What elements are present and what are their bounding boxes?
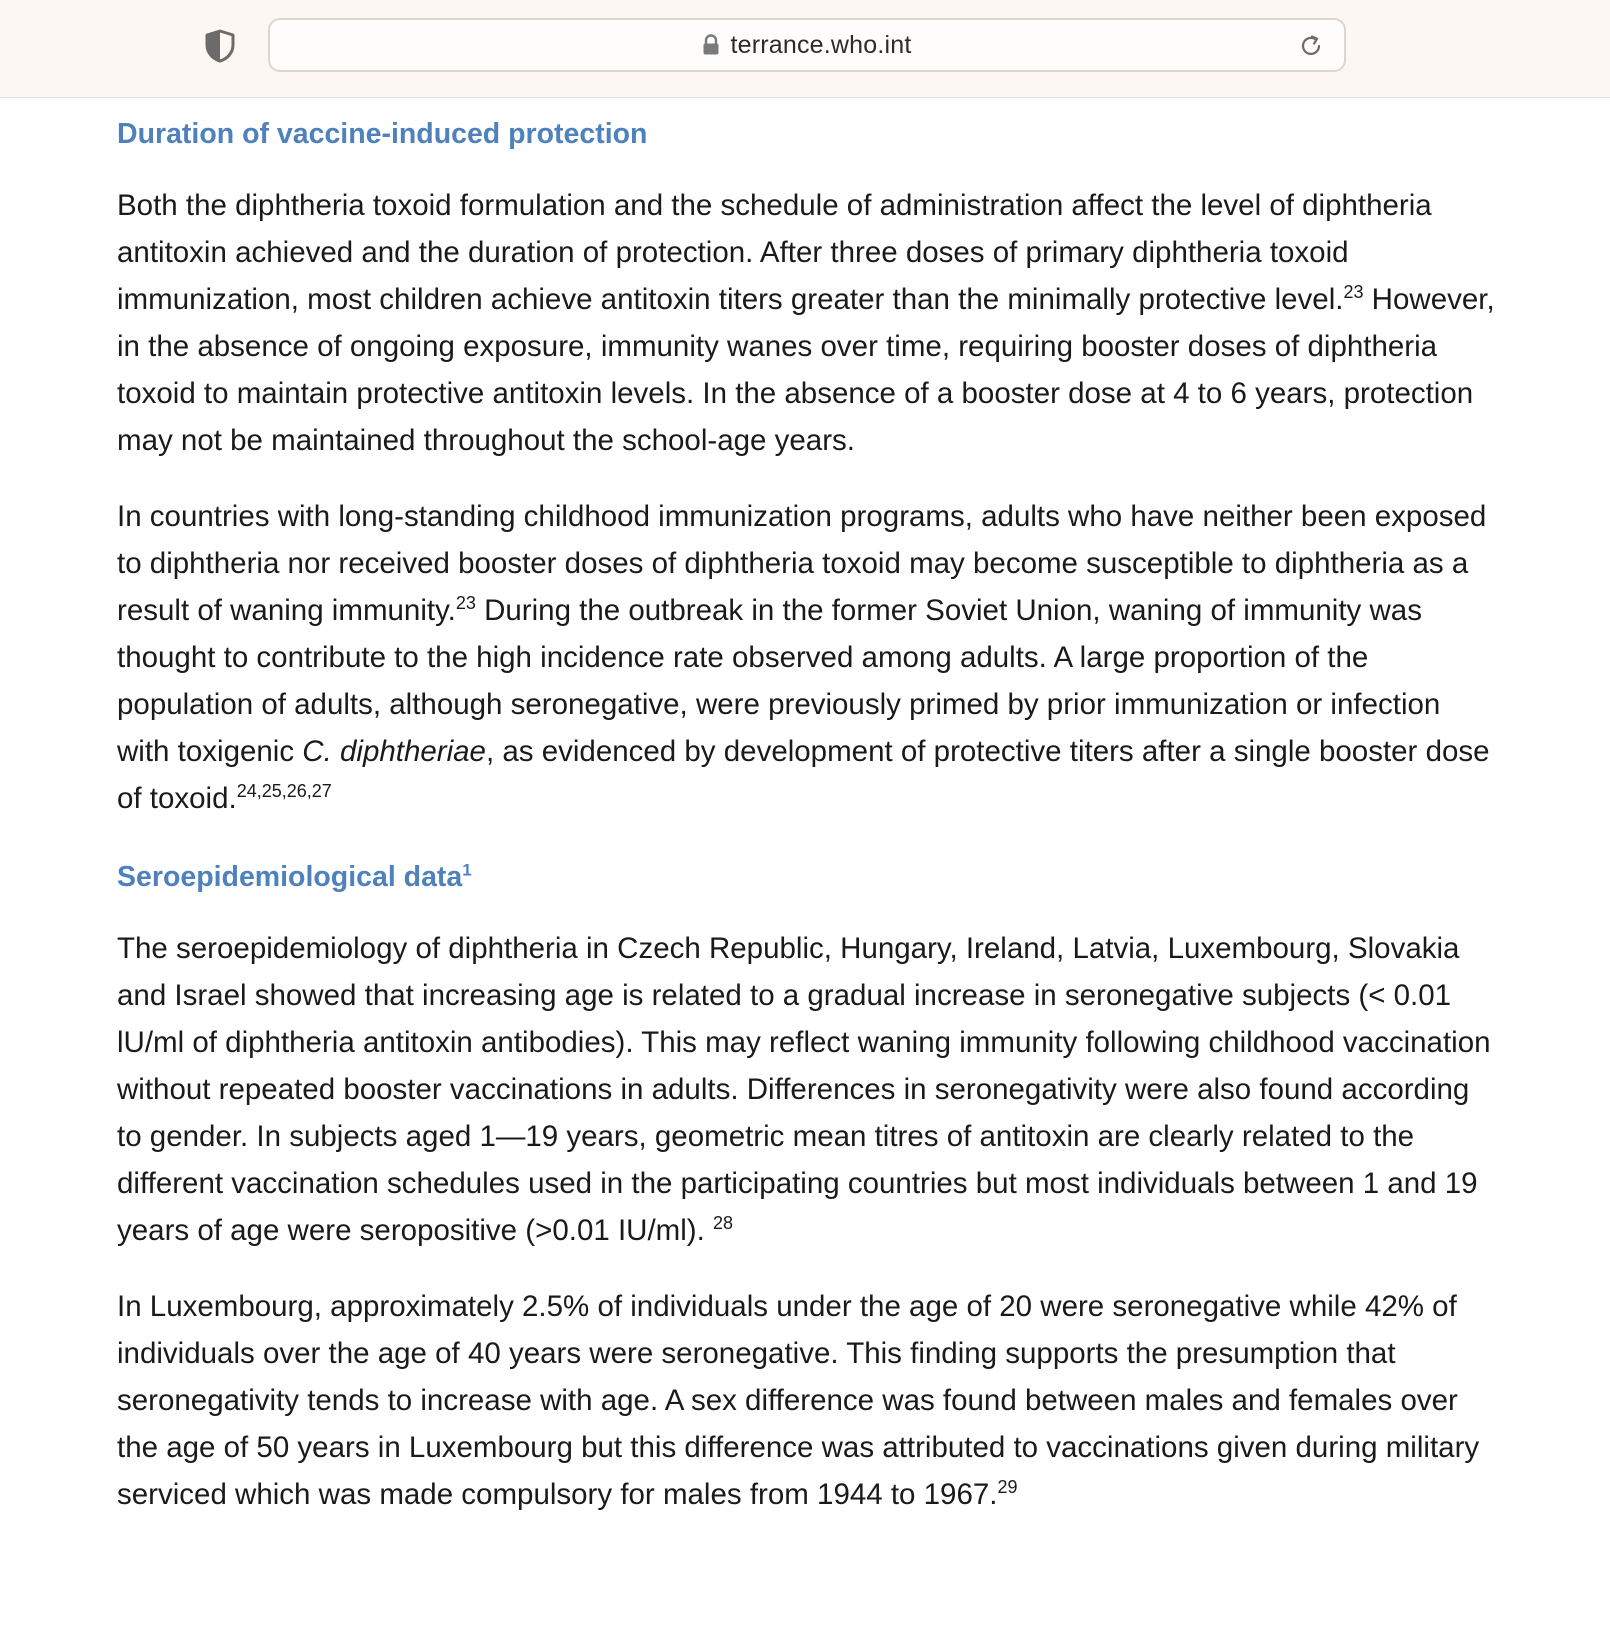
citation-superscript: 23: [455, 593, 476, 614]
paragraph-text: During the outbreak in the former Soviet Union, waning of immunity was thought to contribute to the high incidence rate observed among adults. A large proportion of the population of adults, although seronegative, were previously primed by prior immunization or infection with toxigenic: [117, 594, 1441, 768]
citation-superscript: 1: [462, 860, 472, 880]
paragraph: [117, 182, 1497, 464]
browser-toolbar: [0, 0, 1610, 98]
paragraph-text: However, in the absence of ongoing exposure, immunity wanes over time, requiring booster doses of diphtheria toxoid to maintain protective antitoxin levels. In the absence of a booster dose at 4 to 6 years, protection may not be maintained throughout the school-age years.: [117, 283, 1495, 457]
paragraph-text: In countries with long-standing childhood immunization programs, adults who have neither been exposed to diphtheria nor received booster doses of diphtheria toxoid may become susceptible to diphtheria as a result of waning immunity.: [117, 500, 1487, 627]
url-text: terrance.who.int: [730, 30, 912, 59]
article-content: [117, 106, 1497, 1518]
citation-superscript: 24,25,26,27: [236, 781, 332, 802]
paragraph: [117, 493, 1497, 822]
section-heading-duration: Duration of vaccine-induced protection: [117, 118, 648, 150]
lock-icon: [702, 34, 720, 56]
section-heading-seroepidemiology: [117, 849, 1497, 905]
paragraph-text: The seroepidemiology of diphtheria in Czech Republic, Hungary, Ireland, Latvia, Luxembourg, Slovakia and Israel showed that increasing age is related to a gradual increase in seronegative subjects (< 0.01 lU/ml of diphtheria antitoxin antibodies). This may reflect waning immunity following childhood vaccination without repeated booster vaccinations in adults. Differences in seronegativity were also found according to gender. In subjects aged 1—19 years, geometric mean titres of antitoxin are clearly related to the different vaccination schedules used in the participating countries but most individuals between 1 and 19 years of age were seropositive (>0.01 IU/ml).: [117, 932, 1491, 1247]
paragraph: [117, 925, 1497, 1254]
citation-superscript: 23: [1343, 282, 1364, 303]
paragraph-text: Both the diphtheria toxoid formulation and the schedule of administration affect the level of diphtheria antitoxin achieved and the duration of protection. After three doses of primary diphtheria toxoid immunization, most children achieve antitoxin titers greater than the minimally protective level.: [117, 189, 1432, 316]
paragraph-text: In Luxembourg, approximately 2.5% of individuals under the age of 20 were seronegative while 42% of individuals over the age of 40 years were seronegative. This finding supports the presumption that seronegativity tends to increase with age. A sex difference was found between males and females over the age of 50 years in Luxembourg but this difference was attributed to vaccinations given during military serviced which was made compulsory for males from 1944 to 1967.: [117, 1290, 1480, 1511]
paragraph: [117, 1283, 1497, 1518]
shield-icon[interactable]: [204, 29, 236, 63]
species-name: C. diphtheriae: [302, 735, 486, 768]
section-heading-text: Seroepidemiological data: [117, 861, 463, 893]
citation-superscript: 29: [997, 1477, 1018, 1498]
citation-superscript: 28: [713, 1213, 734, 1234]
reload-icon[interactable]: [1298, 33, 1324, 59]
address-bar[interactable]: [268, 18, 1346, 72]
paragraph-text: , as evidenced by development of protective titers after a single booster dose of toxoid.: [117, 735, 1490, 815]
